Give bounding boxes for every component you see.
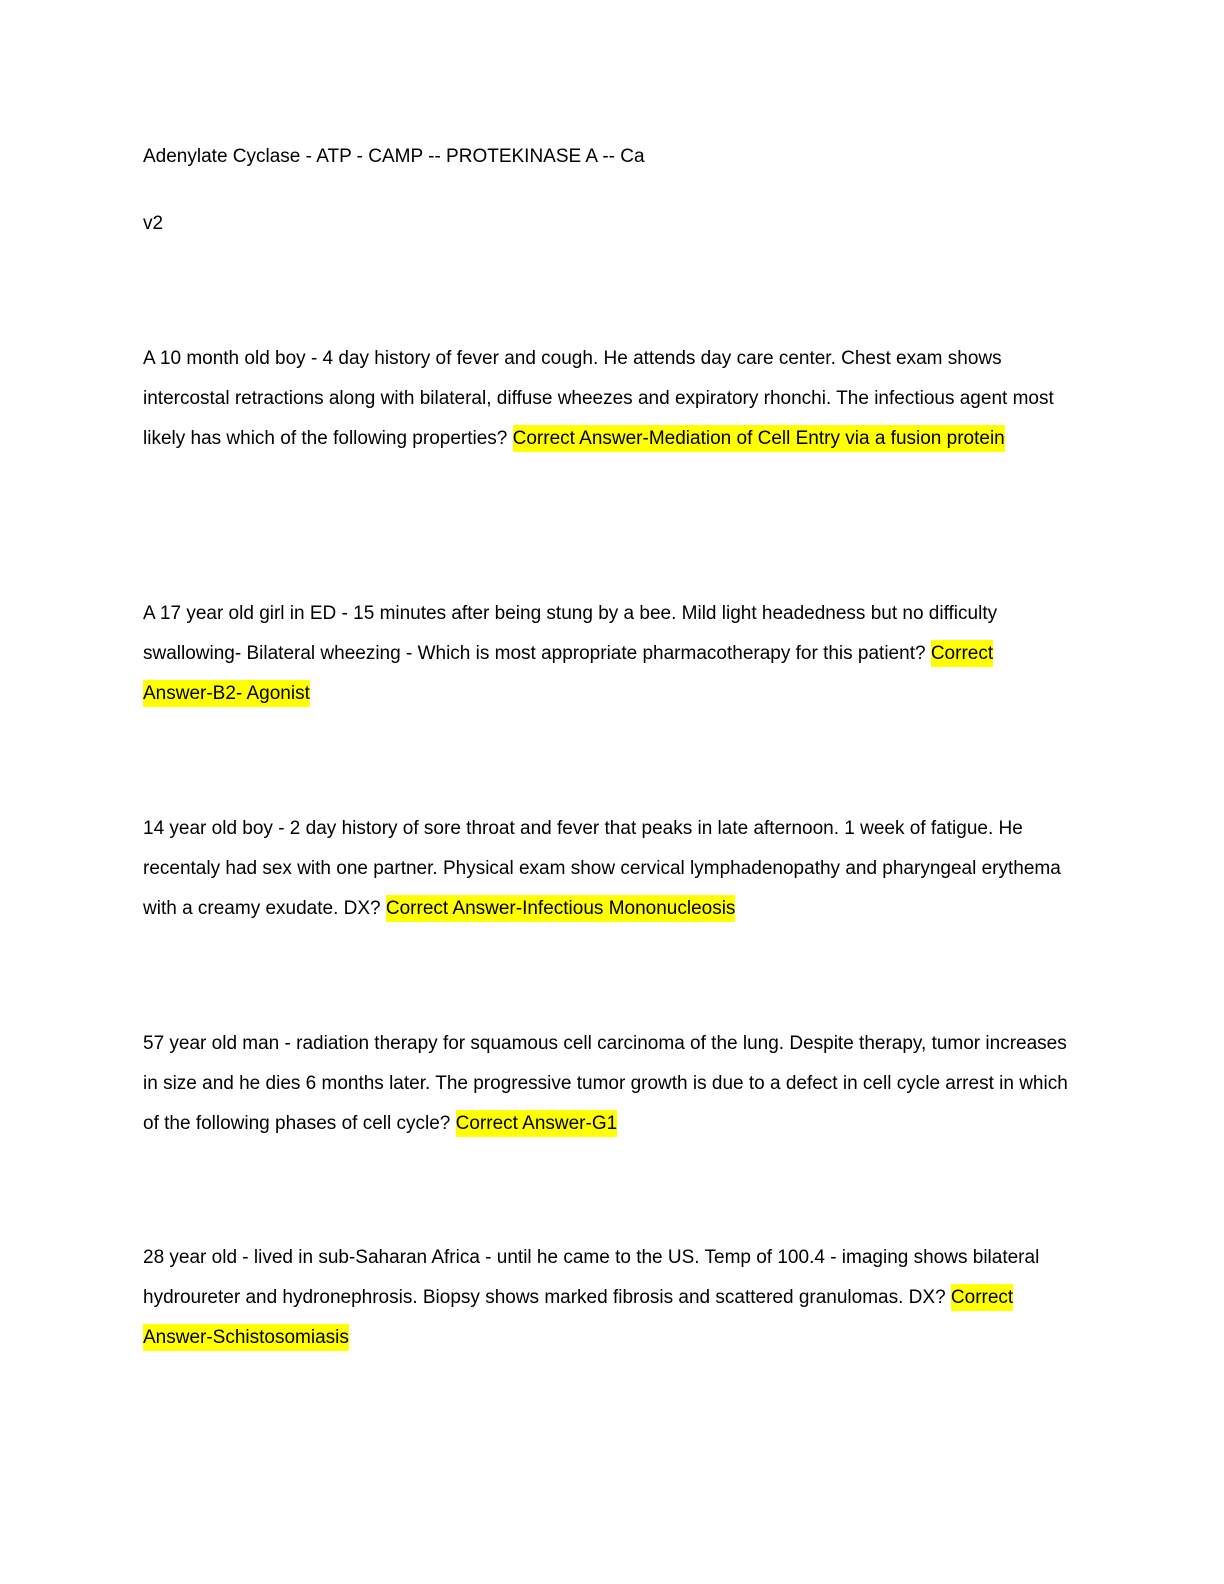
question-text: 14 year old boy - 2 day history of sore throat and fever that peaks in late afternoon. 1 week of fatigue. He recentaly had sex with one partner. Physical exam show cervical lymphadenopathy and pharyngeal erythema with a creamy exudate. DX?	[143, 818, 1061, 919]
question-text: 57 year old man - radiation therapy for squamous cell carcinoma of the lung. Despite therapy, tumor increases in size and he dies 6 months later. The progressive tumor growth is due to a defect in cell cycle arrest in which of the following phases of cell cycle?	[143, 1033, 1068, 1134]
question-block-4	[143, 1024, 1078, 1144]
question-block-3	[143, 809, 1063, 929]
answer-highlight: Correct Answer-Schistosomiasis	[143, 1284, 1013, 1351]
question-text: A 10 month old boy - 4 day history of fever and cough. He attends day care center. Chest exam shows intercostal retractions along with bilateral, diffuse wheezes and expiratory rhonchi. The infectious agent most likely has which of the following properties?	[143, 348, 1054, 449]
answer-highlight: Correct Answer-Infectious Mononucleosis	[386, 895, 736, 922]
question-block-5	[143, 1238, 1078, 1358]
document-title: Adenylate Cyclase - ATP - CAMP -- PROTEKINASE A -- Ca	[143, 146, 645, 167]
answer-highlight: Correct Answer-Mediation of Cell Entry via a fusion protein	[513, 425, 1005, 452]
question-text: 28 year old - lived in sub-Saharan Africa - until he came to the US. Temp of 100.4 - imaging shows bilateral hydroureter and hydronephrosis. Biopsy shows marked fibrosis and scattered granulomas. DX?	[143, 1247, 1040, 1308]
answer-highlight: Correct Answer-G1	[456, 1110, 618, 1137]
version-label: v2	[143, 213, 164, 234]
question-block-2	[143, 594, 1058, 714]
question-block-1	[143, 339, 1073, 459]
question-text: A 17 year old girl in ED - 15 minutes after being stung by a bee. Mild light headedness but no difficulty swallowing- Bilateral wheezing - Which is most appropriate pharmacotherapy for this patient?	[143, 603, 998, 664]
answer-highlight: Correct Answer-B2- Agonist	[143, 640, 993, 707]
